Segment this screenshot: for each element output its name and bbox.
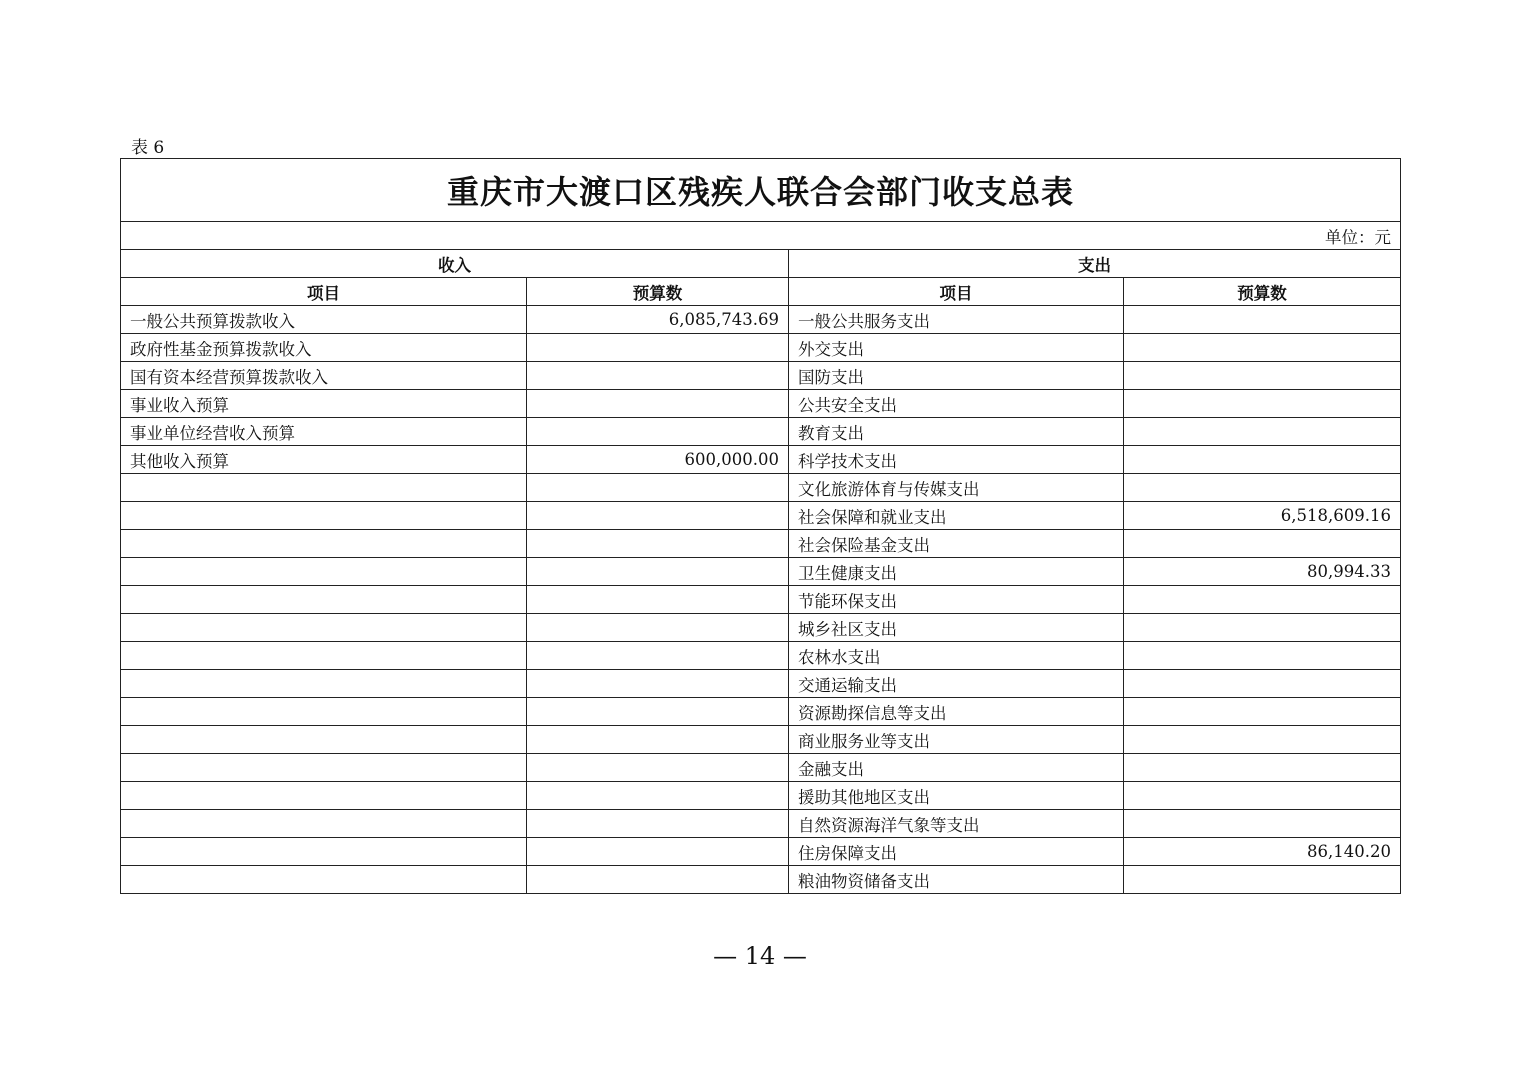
expense-budget-cell xyxy=(1124,334,1401,362)
income-budget-cell xyxy=(527,530,789,558)
expense-item-cell: 商业服务业等支出 xyxy=(789,726,1124,754)
table-row xyxy=(121,866,1401,894)
group-header-row xyxy=(121,250,1401,278)
table-row xyxy=(121,754,1401,782)
income-budget-cell xyxy=(527,474,789,502)
expense-budget-cell xyxy=(1124,586,1401,614)
expense-budget-cell xyxy=(1124,362,1401,390)
income-budget-cell xyxy=(527,390,789,418)
income-budget-cell xyxy=(527,838,789,866)
expense-item-cell: 一般公共服务支出 xyxy=(789,306,1124,334)
page-title: 重庆市大渡口区残疾人联合会部门收支总表 xyxy=(121,159,1401,222)
table-row xyxy=(121,614,1401,642)
expense-budget-cell xyxy=(1124,530,1401,558)
income-item-cell: 国有资本经营预算拨款收入 xyxy=(121,362,527,390)
income-item-cell xyxy=(121,614,527,642)
income-budget-cell xyxy=(527,726,789,754)
income-item-cell xyxy=(121,558,527,586)
title-row xyxy=(121,159,1401,222)
expense-item-cell: 公共安全支出 xyxy=(789,390,1124,418)
expense-item-cell: 资源勘探信息等支出 xyxy=(789,698,1124,726)
income-item-cell: 一般公共预算拨款收入 xyxy=(121,306,527,334)
table-row xyxy=(121,390,1401,418)
table-row xyxy=(121,838,1401,866)
income-budget-cell xyxy=(527,670,789,698)
table-row xyxy=(121,502,1401,530)
expense-budget-cell xyxy=(1124,306,1401,334)
table-label: 表 6 xyxy=(131,138,165,158)
expense-budget-cell: 6,518,609.16 xyxy=(1124,502,1401,530)
expense-item-header: 项目 xyxy=(789,278,1124,306)
expense-item-cell: 社会保险基金支出 xyxy=(789,530,1124,558)
expense-group-header: 支出 xyxy=(789,250,1401,278)
expense-budget-cell xyxy=(1124,390,1401,418)
income-item-cell: 事业单位经营收入预算 xyxy=(121,418,527,446)
income-item-cell xyxy=(121,670,527,698)
expense-budget-cell xyxy=(1124,810,1401,838)
income-budget-cell xyxy=(527,810,789,838)
expense-budget-header: 预算数 xyxy=(1124,278,1401,306)
expense-item-cell: 住房保障支出 xyxy=(789,838,1124,866)
expense-budget-cell xyxy=(1124,670,1401,698)
table-row xyxy=(121,782,1401,810)
table-row xyxy=(121,726,1401,754)
expense-item-cell: 文化旅游体育与传媒支出 xyxy=(789,474,1124,502)
expense-budget-cell: 80,994.33 xyxy=(1124,558,1401,586)
expense-item-cell: 社会保障和就业支出 xyxy=(789,502,1124,530)
income-item-cell xyxy=(121,474,527,502)
table-row xyxy=(121,642,1401,670)
income-item-cell: 其他收入预算 xyxy=(121,446,527,474)
table-row xyxy=(121,586,1401,614)
expense-budget-cell xyxy=(1124,698,1401,726)
expense-budget-cell xyxy=(1124,866,1401,894)
income-item-cell: 事业收入预算 xyxy=(121,390,527,418)
table-row xyxy=(121,530,1401,558)
expense-item-cell: 卫生健康支出 xyxy=(789,558,1124,586)
expense-item-cell: 城乡社区支出 xyxy=(789,614,1124,642)
income-budget-cell xyxy=(527,502,789,530)
unit-label: 单位：元 xyxy=(121,222,1401,250)
table-body xyxy=(121,159,1401,894)
income-budget-cell: 6,085,743.69 xyxy=(527,306,789,334)
expense-item-cell: 外交支出 xyxy=(789,334,1124,362)
income-budget-cell xyxy=(527,782,789,810)
income-budget-header: 预算数 xyxy=(527,278,789,306)
expense-item-cell: 农林水支出 xyxy=(789,642,1124,670)
income-budget-cell xyxy=(527,418,789,446)
column-header-row xyxy=(121,278,1401,306)
income-budget-cell xyxy=(527,334,789,362)
income-budget-cell xyxy=(527,586,789,614)
expense-item-cell: 援助其他地区支出 xyxy=(789,782,1124,810)
expense-item-cell: 科学技术支出 xyxy=(789,446,1124,474)
income-item-cell xyxy=(121,866,527,894)
income-item-cell xyxy=(121,502,527,530)
expense-item-cell: 交通运输支出 xyxy=(789,670,1124,698)
expense-budget-cell xyxy=(1124,614,1401,642)
income-budget-cell: 600,000.00 xyxy=(527,446,789,474)
income-group-header: 收入 xyxy=(121,250,789,278)
income-item-cell xyxy=(121,726,527,754)
expense-item-cell: 国防支出 xyxy=(789,362,1124,390)
income-budget-cell xyxy=(527,866,789,894)
income-item-cell xyxy=(121,754,527,782)
expense-budget-cell: 86,140.20 xyxy=(1124,838,1401,866)
table-row xyxy=(121,698,1401,726)
income-item-header: 项目 xyxy=(121,278,527,306)
income-item-cell: 政府性基金预算拨款收入 xyxy=(121,334,527,362)
expense-budget-cell xyxy=(1124,446,1401,474)
table-row xyxy=(121,418,1401,446)
expense-budget-cell xyxy=(1124,642,1401,670)
expense-item-cell: 教育支出 xyxy=(789,418,1124,446)
income-budget-cell xyxy=(527,558,789,586)
unit-row xyxy=(121,222,1401,250)
income-budget-cell xyxy=(527,754,789,782)
income-item-cell xyxy=(121,530,527,558)
expense-budget-cell xyxy=(1124,754,1401,782)
expense-item-cell: 粮油物资储备支出 xyxy=(789,866,1124,894)
expense-item-cell: 金融支出 xyxy=(789,754,1124,782)
table-row xyxy=(121,446,1401,474)
table-row xyxy=(121,474,1401,502)
income-item-cell xyxy=(121,586,527,614)
expense-budget-cell xyxy=(1124,474,1401,502)
table-row xyxy=(121,362,1401,390)
table-row xyxy=(121,558,1401,586)
income-item-cell xyxy=(121,642,527,670)
income-budget-cell xyxy=(527,362,789,390)
expense-item-cell: 节能环保支出 xyxy=(789,586,1124,614)
expense-budget-cell xyxy=(1124,418,1401,446)
page-number: — 14 — xyxy=(713,942,807,970)
table-row xyxy=(121,306,1401,334)
expense-item-cell: 自然资源海洋气象等支出 xyxy=(789,810,1124,838)
income-item-cell xyxy=(121,838,527,866)
income-budget-cell xyxy=(527,698,789,726)
expense-budget-cell xyxy=(1124,726,1401,754)
income-budget-cell xyxy=(527,614,789,642)
table-row xyxy=(121,810,1401,838)
budget-summary-table xyxy=(120,158,1401,894)
expense-budget-cell xyxy=(1124,782,1401,810)
income-budget-cell xyxy=(527,642,789,670)
income-item-cell xyxy=(121,698,527,726)
income-item-cell xyxy=(121,782,527,810)
table-row xyxy=(121,670,1401,698)
income-item-cell xyxy=(121,810,527,838)
table-row xyxy=(121,334,1401,362)
